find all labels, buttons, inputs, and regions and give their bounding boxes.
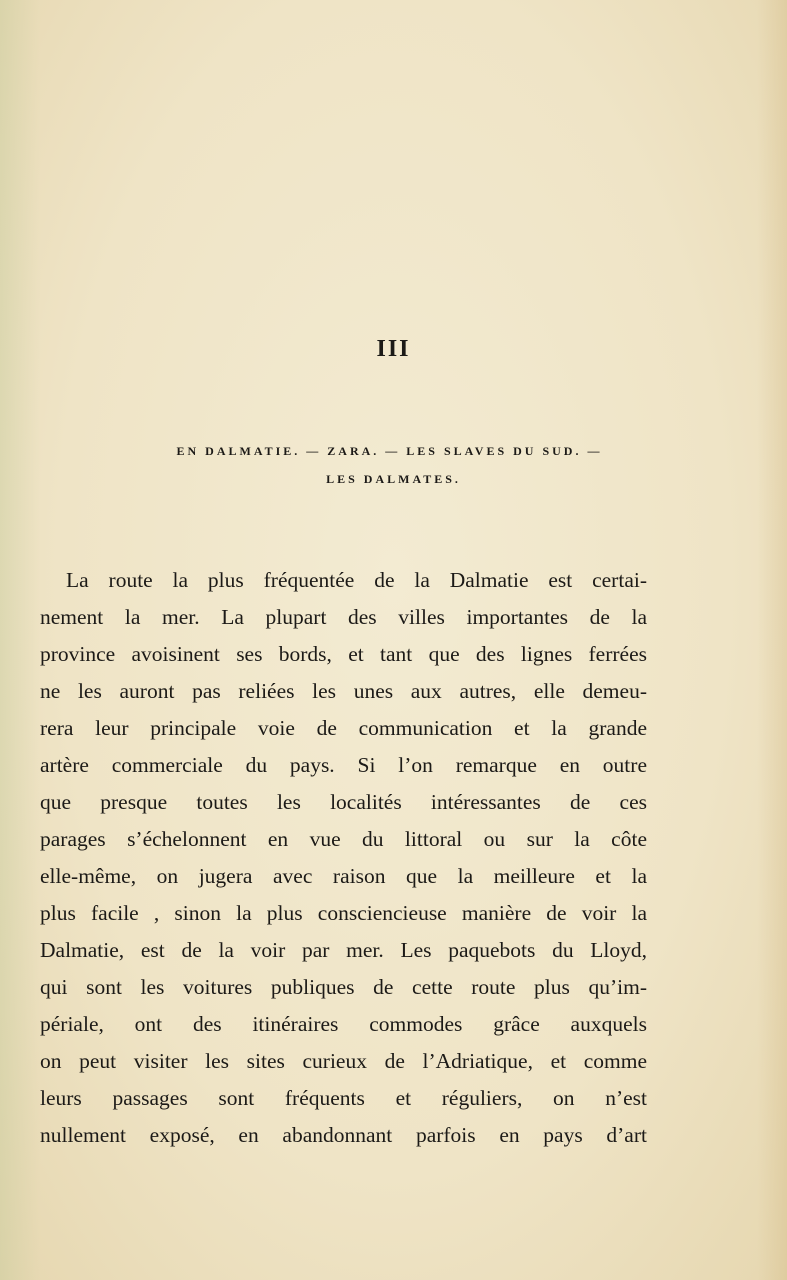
chapter-summary-line: LES DALMATES. (326, 472, 461, 486)
text-line: qui sont les voitures publiques de cette route plus qu’im- (40, 975, 647, 999)
text-line: elle-même, on jugera avec raison que la meilleure et la (40, 864, 647, 888)
text-line: nullement exposé, en abandonnant parfois en pays d’art (40, 1123, 647, 1147)
text-line: périale, ont des itinéraires commodes grâce auxquels (40, 1012, 647, 1036)
chapter-number: III (376, 336, 411, 362)
text-line: Dalmatie, est de la voir par mer. Les paquebots du Lloyd, (40, 938, 647, 962)
text-line: que presque toutes les localités intéressantes de ces (40, 790, 647, 814)
text-line: plus facile , sinon la plus consciencieuse manière de voir la (40, 901, 647, 925)
text-line: rera leur principale voie de communication et la grande (40, 716, 647, 740)
text-line: artère commerciale du pays. Si l’on remarque en outre (40, 753, 647, 777)
chapter-summary-line: EN DALMATIE. — ZARA. — LES SLAVES DU SUD. — (176, 444, 603, 458)
text-line: leurs passages sont fréquents et réguliers, on n’est (40, 1086, 647, 1110)
text-line: La route la plus fréquentée de la Dalmatie est certai- (66, 568, 647, 592)
text-line: parages s’échelonnent en vue du littoral ou sur la côte (40, 827, 647, 851)
text-line: on peut visiter les sites curieux de l’Adriatique, et comme (40, 1049, 647, 1073)
text-line: nement la mer. La plupart des villes importantes de la (40, 605, 647, 629)
text-line: province avoisinent ses bords, et tant que des lignes ferrées (40, 642, 647, 666)
body-paragraph (40, 562, 647, 1154)
text-line: ne les auront pas reliées les unes aux autres, elle demeu- (40, 679, 647, 703)
